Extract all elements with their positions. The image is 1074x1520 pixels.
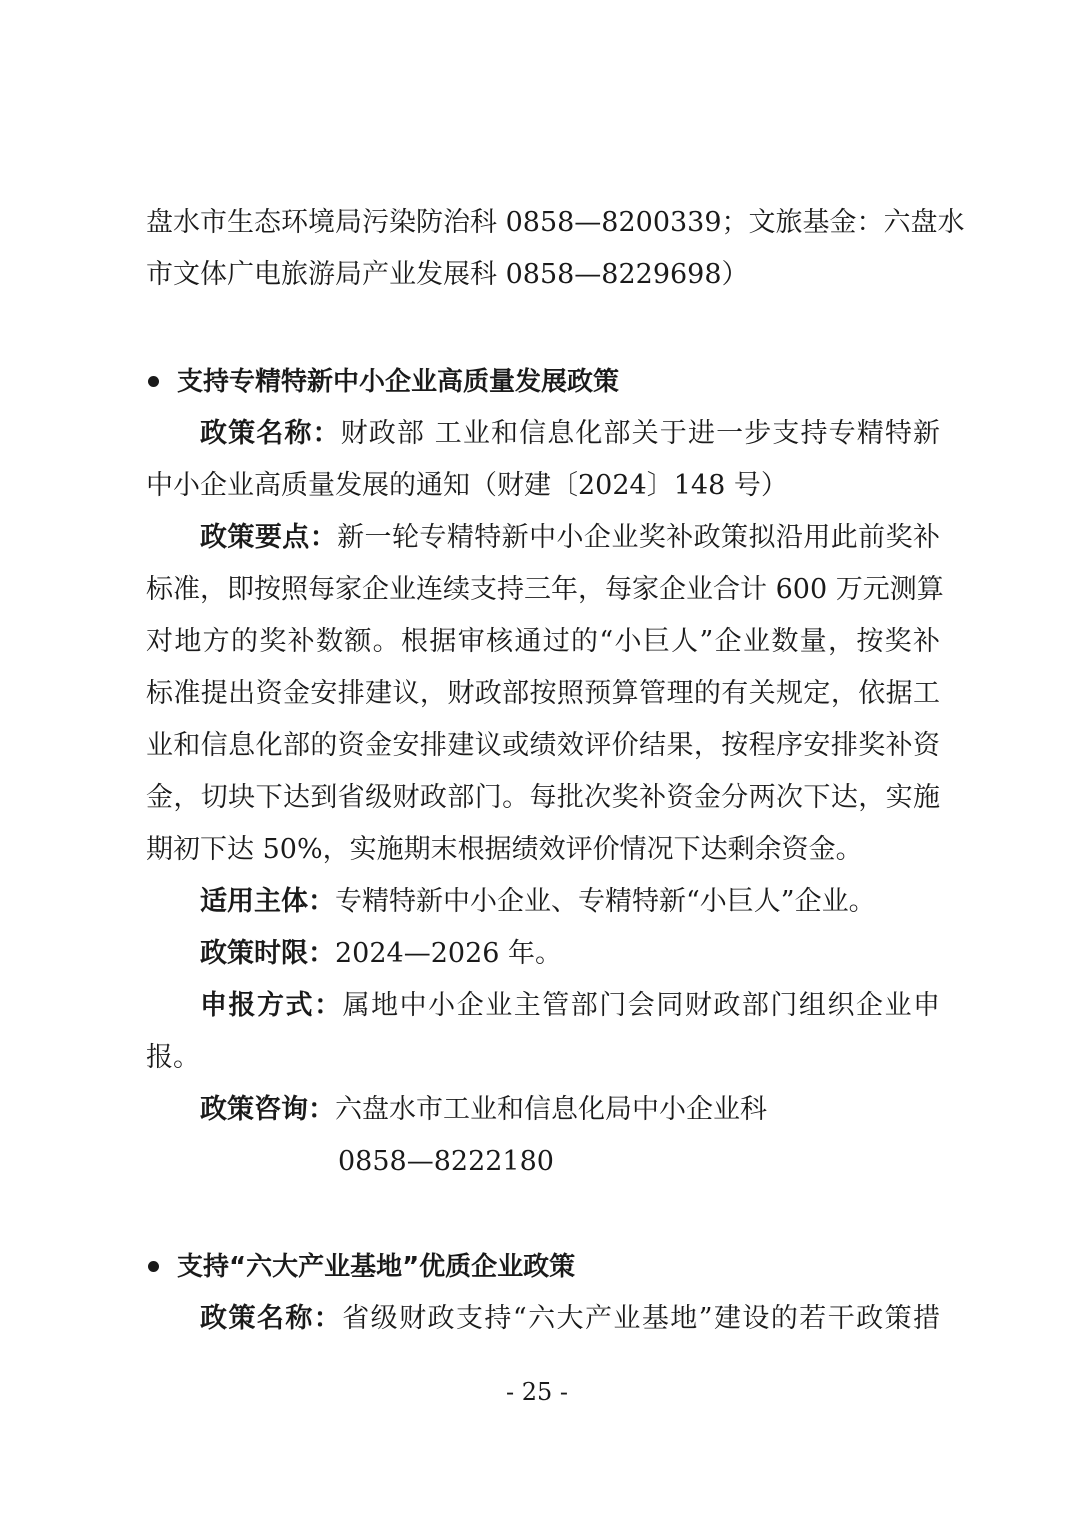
field-label: 政策咨询： [200,1094,335,1125]
text-line: 市文体广电旅游局产业发展科 0858—8229698） [146,259,749,290]
field-value: 属地中小企业主管部门会同财政部门组织企业申 [342,990,941,1021]
text-line: 对地方的奖补数额。根据审核通过的“小巨人”企业数量，按奖补 [146,626,940,657]
field-label: 政策名称： [200,1303,343,1334]
text-line: 中小企业高质量发展的通知（财建〔2024〕148 号） [146,470,788,501]
applicable-subject-line [200,882,876,922]
field-value: 财政部 工业和信息化部关于进一步支持专精特新 [340,418,940,449]
text-line: 盘水市生态环境局污染防治科 0858—8200339；文旅基金：六盘水 [146,207,965,238]
text-line: 期初下达 50%，实施期末根据绩效评价情况下达剩余资金。 [146,834,863,865]
field-label: 政策要点： [200,522,338,553]
section-heading: 支持“六大产业基地”优质企业政策 [177,1252,576,1282]
apply-method-line [200,986,940,1026]
field-label: 适用主体： [200,886,335,917]
text-line: 报。 [146,1042,200,1073]
field-label: 政策时限： [200,938,335,969]
text-line: 金，切块下达到省级财政部门。每批次奖补资金分两次下达，实施 [146,782,940,813]
bullet-icon [148,1261,159,1272]
field-label: 政策名称： [200,418,341,449]
text-line: 业和信息化部的资金安排建议或绩效评价结果，按程序安排奖补资 [146,730,940,761]
policy-name-line [200,414,940,454]
text-line: 标准，即按照每家企业连续支持三年，每家企业合计 600 万元测算 [146,574,944,605]
field-value: 2024—2026 年。 [335,938,563,969]
field-value: 六盘水市工业和信息化局中小企业科 [335,1094,767,1125]
field-label: 申报方式： [200,990,343,1021]
field-value: 专精特新中小企业、专精特新“小巨人”企业。 [335,886,876,917]
policy-name-line [200,1299,940,1339]
field-value: 省级财政支持“六大产业基地”建设的若干政策措 [342,1303,941,1334]
consult-phone: 0858—8222180 [338,1146,554,1177]
page-number: - 25 - [505,1378,568,1406]
policy-points-line [200,518,940,558]
policy-period-line [200,934,562,974]
field-value: 新一轮专精特新中小企业奖补政策拟沿用此前奖补 [337,522,941,553]
section-heading: 支持专精特新中小企业高质量发展政策 [177,367,620,397]
text-line: 标准提出资金安排建议，财政部按照预算管理的有关规定，依据工 [146,678,940,709]
consult-line [200,1090,767,1130]
bullet-icon [148,376,159,387]
